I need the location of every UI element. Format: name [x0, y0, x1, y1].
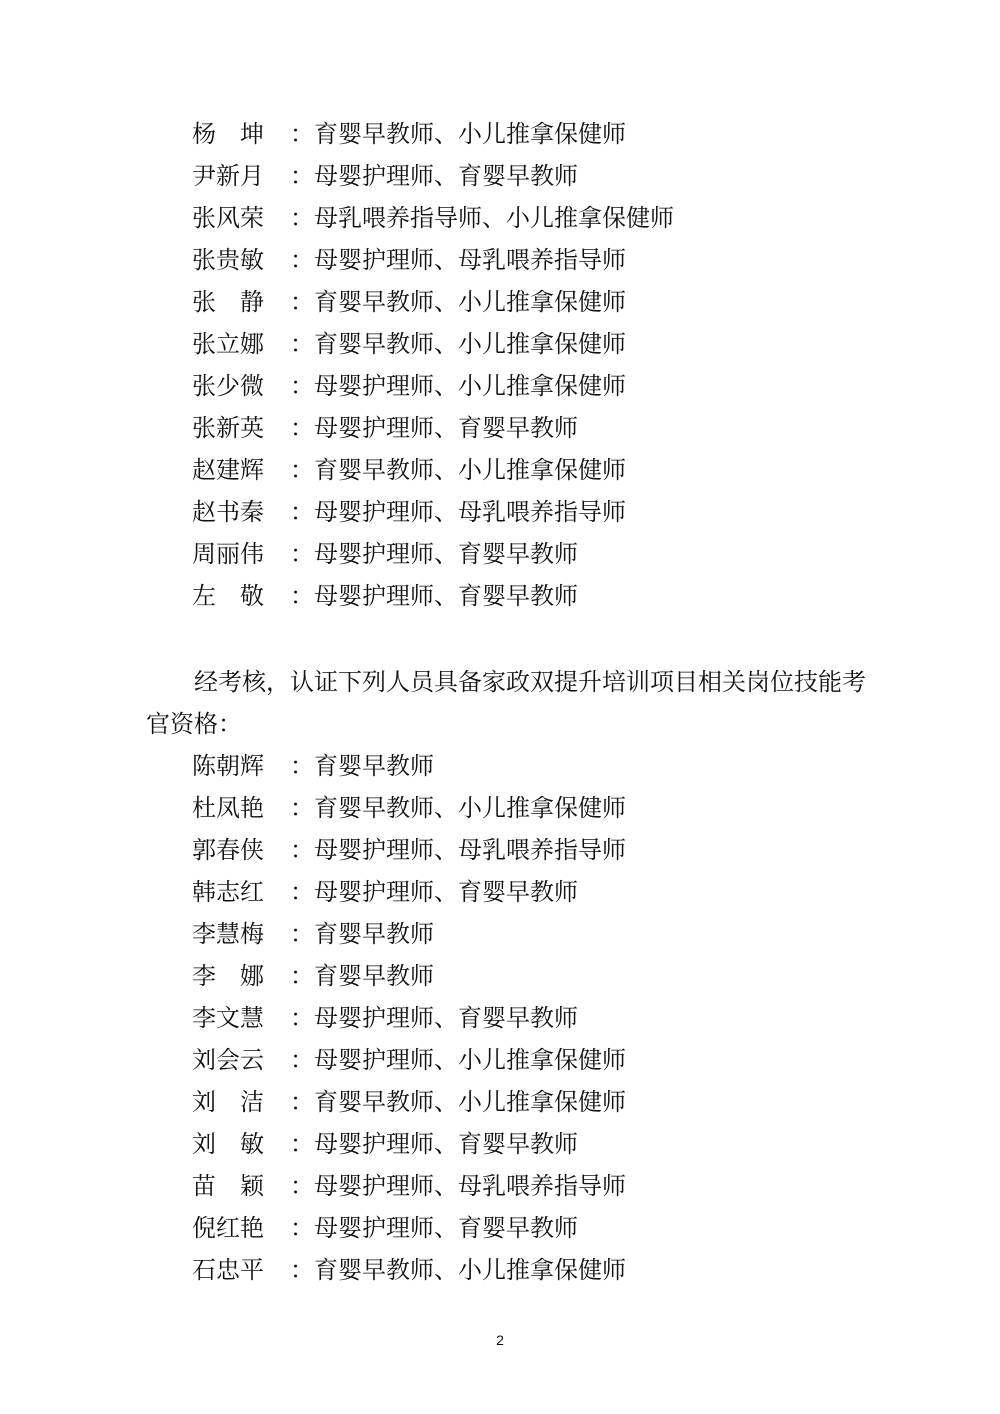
separator: ： — [290, 1046, 314, 1074]
list-item — [192, 955, 892, 997]
person-name: 李慧梅 — [192, 920, 264, 948]
separator: ： — [290, 836, 314, 864]
certification-paragraph: 经考核，认证下列人员具备家政双提升培训项目相关岗位技能考官资格： — [146, 668, 866, 738]
roles: 母婴护理师、育婴早教师 — [314, 1130, 578, 1158]
roles: 母婴护理师、小儿推拿保健师 — [314, 1046, 626, 1074]
person-name: 李文慧 — [192, 1004, 264, 1032]
list-item — [192, 1081, 892, 1123]
list-item — [192, 871, 892, 913]
list-item — [192, 197, 892, 239]
person-name: 刘 敏 — [192, 1130, 264, 1158]
person-name: 左 敬 — [192, 582, 264, 610]
separator: ： — [290, 498, 314, 526]
list-item — [192, 155, 892, 197]
person-name: 韩志红 — [192, 878, 264, 906]
person-name: 杜凤艳 — [192, 794, 264, 822]
separator: ： — [290, 120, 314, 148]
roles: 育婴早教师、小儿推拿保健师 — [314, 120, 626, 148]
separator: ： — [290, 414, 314, 442]
separator: ： — [290, 330, 314, 358]
roles: 母婴护理师、母乳喂养指导师 — [314, 498, 626, 526]
list-item — [192, 323, 892, 365]
roles: 母婴护理师、育婴早教师 — [314, 540, 578, 568]
person-name: 陈朝辉 — [192, 752, 264, 780]
person-name: 周丽伟 — [192, 540, 264, 568]
separator: ： — [290, 456, 314, 484]
list-item — [192, 1249, 892, 1291]
separator: ： — [290, 246, 314, 274]
list-item — [192, 491, 892, 533]
roles: 母婴护理师、母乳喂养指导师 — [314, 246, 626, 274]
separator: ： — [290, 582, 314, 610]
list-item — [192, 281, 892, 323]
list-item — [192, 239, 892, 281]
person-name: 张 静 — [192, 288, 264, 316]
separator: ： — [290, 878, 314, 906]
roles: 母婴护理师、育婴早教师 — [314, 878, 578, 906]
roles: 育婴早教师、小儿推拿保健师 — [314, 1088, 626, 1116]
person-name: 石忠平 — [192, 1256, 264, 1284]
separator: ： — [290, 540, 314, 568]
person-name: 倪红艳 — [192, 1214, 264, 1242]
person-name: 张立娜 — [192, 330, 264, 358]
separator: ： — [290, 1172, 314, 1200]
list-item — [192, 575, 892, 617]
roles: 母婴护理师、育婴早教师 — [314, 162, 578, 190]
person-name: 李 娜 — [192, 962, 264, 990]
list-item — [192, 787, 892, 829]
person-name: 刘 洁 — [192, 1088, 264, 1116]
certified-list-2 — [192, 745, 892, 1291]
person-name: 张风荣 — [192, 204, 264, 232]
separator: ： — [290, 962, 314, 990]
list-item — [192, 829, 892, 871]
roles: 育婴早教师、小儿推拿保健师 — [314, 794, 626, 822]
roles: 育婴早教师 — [314, 752, 434, 780]
person-name: 赵建辉 — [192, 456, 264, 484]
roles: 育婴早教师、小儿推拿保健师 — [314, 330, 626, 358]
roles: 育婴早教师、小儿推拿保健师 — [314, 456, 626, 484]
roles: 育婴早教师、小儿推拿保健师 — [314, 1256, 626, 1284]
list-item — [192, 997, 892, 1039]
separator: ： — [290, 1130, 314, 1158]
roles: 育婴早教师 — [314, 962, 434, 990]
list-item — [192, 449, 892, 491]
roles: 母婴护理师、育婴早教师 — [314, 1004, 578, 1032]
separator: ： — [290, 204, 314, 232]
list-item — [192, 113, 892, 155]
list-item — [192, 533, 892, 575]
person-name: 郭春侠 — [192, 836, 264, 864]
list-item — [192, 745, 892, 787]
roles: 母婴护理师、育婴早教师 — [314, 582, 578, 610]
person-name: 张少微 — [192, 372, 264, 400]
person-name: 张贵敏 — [192, 246, 264, 274]
separator: ： — [290, 1004, 314, 1032]
person-name: 刘会云 — [192, 1046, 264, 1074]
list-item — [192, 1123, 892, 1165]
separator: ： — [290, 372, 314, 400]
roles: 母婴护理师、母乳喂养指导师 — [314, 836, 626, 864]
list-item — [192, 1039, 892, 1081]
separator: ： — [290, 162, 314, 190]
page-number: 2 — [496, 1332, 504, 1348]
person-name: 赵书秦 — [192, 498, 264, 526]
list-item — [192, 407, 892, 449]
separator: ： — [290, 752, 314, 780]
separator: ： — [290, 794, 314, 822]
list-item — [192, 1207, 892, 1249]
roles: 母婴护理师、母乳喂养指导师 — [314, 1172, 626, 1200]
roles: 育婴早教师、小儿推拿保健师 — [314, 288, 626, 316]
separator: ： — [290, 1214, 314, 1242]
certified-list-1 — [192, 113, 892, 617]
person-name: 尹新月 — [192, 162, 264, 190]
separator: ： — [290, 288, 314, 316]
roles: 母婴护理师、小儿推拿保健师 — [314, 372, 626, 400]
separator: ： — [290, 1256, 314, 1284]
roles: 母婴护理师、育婴早教师 — [314, 1214, 578, 1242]
list-item — [192, 365, 892, 407]
person-name: 杨 坤 — [192, 120, 264, 148]
roles: 母乳喂养指导师、小儿推拿保健师 — [314, 204, 674, 232]
list-item — [192, 1165, 892, 1207]
separator: ： — [290, 920, 314, 948]
person-name: 张新英 — [192, 414, 264, 442]
person-name: 苗 颖 — [192, 1172, 264, 1200]
roles: 母婴护理师、育婴早教师 — [314, 414, 578, 442]
roles: 育婴早教师 — [314, 920, 434, 948]
list-item — [192, 913, 892, 955]
separator: ： — [290, 1088, 314, 1116]
